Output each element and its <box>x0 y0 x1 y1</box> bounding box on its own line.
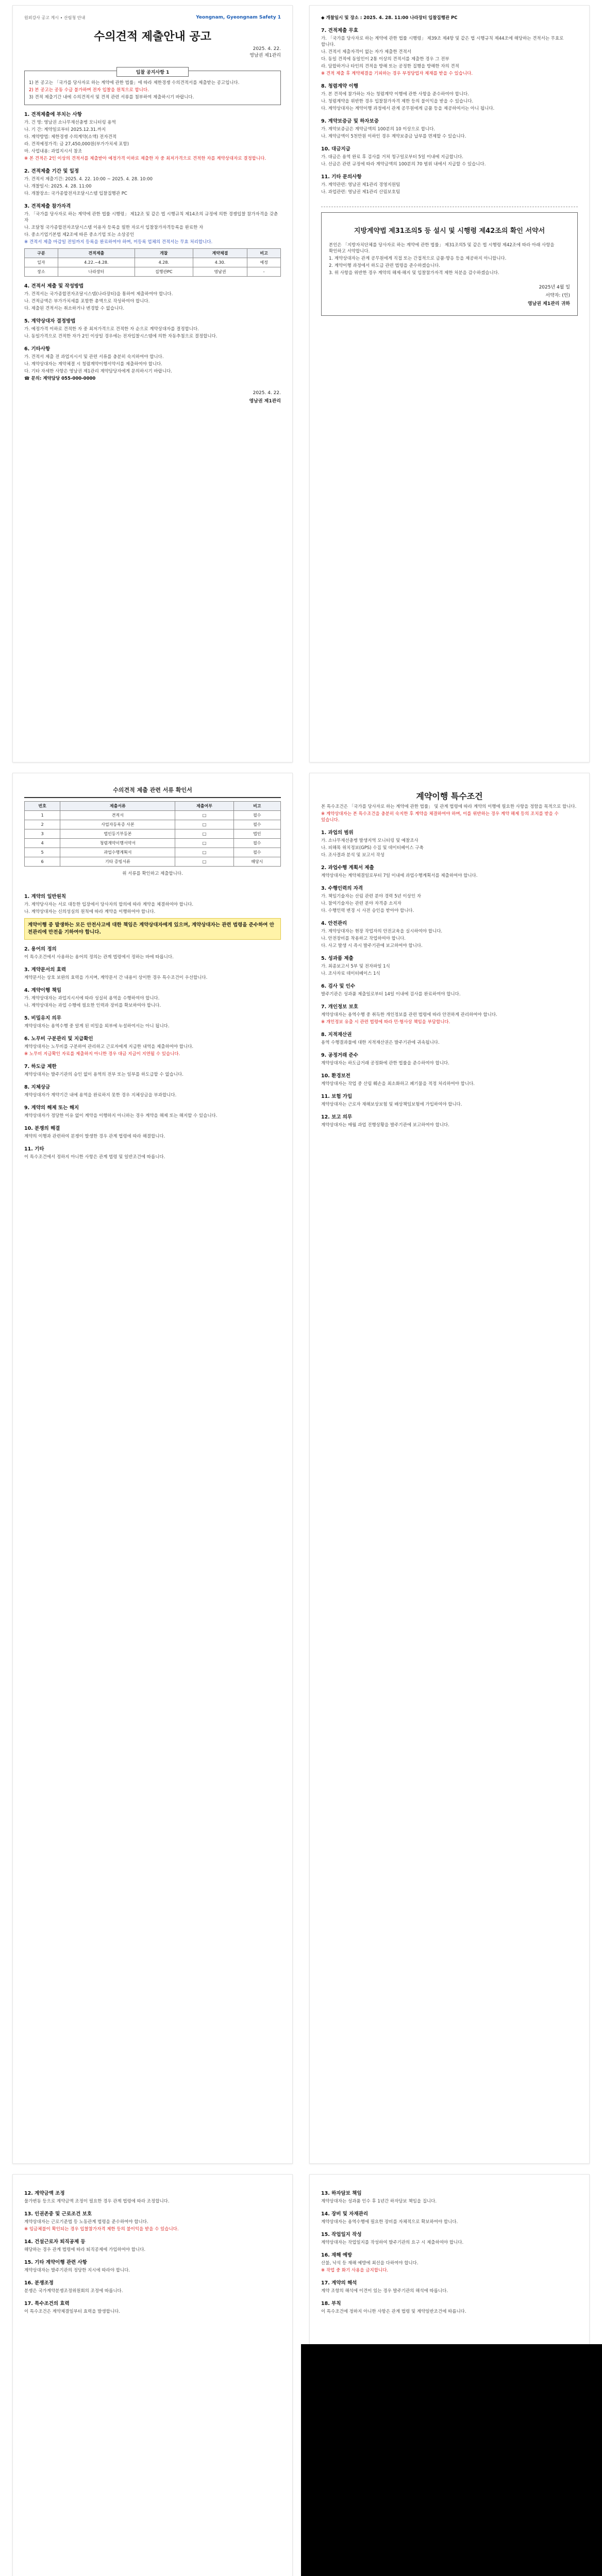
section-line: 나. 계약상대자는 과업 수행에 필요한 인력과 장비를 확보하여야 합니다. <box>24 1003 161 1008</box>
section-heading: 4. 견적서 제출 및 작성방법 <box>24 283 84 289</box>
section-heading: 10. 분쟁의 해결 <box>24 1126 60 1131</box>
section-heading: 2. 과업수행 계획서 제출 <box>321 865 374 871</box>
red-note: ※ 노무비 지급확인 자료를 제출하지 아니한 경우 대금 지급이 지연될 수 있습니다. <box>24 1052 180 1057</box>
section-line: 가. 「국가를 당사자로 하는 계약에 관한 법률 시행령」 제12조 및 같은 법 시행규칙 제14조의 규정에 의한 경쟁입찰 참가자격을 갖춘 자 <box>24 212 278 223</box>
section-line: 가. 견적서 제출기간: 2025. 4. 22. 10:00 ~ 2025. 4. 28. 10:00 <box>24 177 153 182</box>
section-line: 나. 기 간: 계약일로부터 2025.12.31.까지 <box>24 127 106 132</box>
section-heading: 6. 노무비 구분관리 및 지급확인 <box>24 1036 93 1042</box>
section-line: 산불, 낙석 등 재해 예방에 최선을 다하여야 합니다. <box>321 2261 419 2266</box>
checklist-page <box>12 773 293 2164</box>
section-heading: 11. 기타 문의사항 <box>321 174 362 180</box>
intro-line: 본 특수조건은 「국가를 당사자로 하는 계약에 관한 법률」 및 관계 법령에 따라 계약의 이행에 필요한 사항을 정함을 목적으로 합니다. <box>321 804 577 809</box>
section-line: 가. 본 견적에 참가하는 자는 청렴계약 이행에 관한 사항을 준수하여야 합니다. <box>321 92 469 97</box>
table-header: 개찰 <box>135 249 193 258</box>
table-row: 장소 나라장터 집행관PC 영남권 - <box>25 267 281 277</box>
section-line: 나. 견적서 제출자격이 없는 자가 제출한 견적서 <box>321 49 411 55</box>
pledge-signature: 2025년 4월 일 서약자: (인) 영남권 제1관리 귀하 <box>527 285 570 307</box>
section-line: 가. 계약상대자는 현장 작업자의 안전교육을 실시하여야 합니다. <box>321 929 443 934</box>
section-line: 계약상대자는 작업 중 산림 훼손을 최소화하고 폐기물을 적정 처리하여야 합니다. <box>321 1081 475 1087</box>
special-conditions-title: 계약이행 특수조건 <box>416 791 483 801</box>
section-line: 나. 조사자료 데이터베이스 1식 <box>321 971 380 976</box>
box-line: 3) 견적 제출기간 내에 수의견적서 및 견적 관련 서류를 첨부하여 제출하시기 바랍니다. <box>29 95 194 100</box>
red-note: ※ 임금체불이 확인되는 경우 입찰참가자격 제한 등의 불이익을 받을 수 있습니다. <box>24 2227 179 2232</box>
section-line: 계약상대자는 성과품 인수 후 1년간 하자담보 책임을 집니다. <box>321 2199 437 2204</box>
section-line: 라. 담합하거나 타인의 견적을 방해 또는 공정한 집행을 방해한 자의 견적 <box>321 64 459 69</box>
section-line: 라. 견적예정가격: 금 27,450,000원(부가가치세 포함) <box>24 142 129 147</box>
table-row: 5 과업수행계획서 □ 필수 <box>25 848 281 857</box>
section-line: 가. 「국가를 당사자로 하는 계약에 관한 법률 시행령」 제39조 제4항 및 같은 법 시행규칙 제44조에 해당하는 견적서는 무효로 합니다. <box>321 36 564 47</box>
notice-continuation-page <box>309 5 590 762</box>
table-row: 6 기타 증빙서류 □ 해당시 <box>25 857 281 867</box>
section-line: 나. 과업관련: 영남권 제1관리 산림보호팀 <box>321 190 400 195</box>
opening-schedule: ◆ 개찰일시 및 장소 : 2025. 4. 28. 11:00 나라장터 입찰집행관 PC <box>321 15 458 21</box>
header-left: 원외강사 공고 게시 ∙ 산림청 안내 <box>24 15 86 20</box>
section-heading: 7. 개인정보 보호 <box>321 1004 358 1010</box>
section-line: 계약상대자는 매월 과업 진행상황을 발주기관에 보고하여야 합니다. <box>321 1123 449 1128</box>
section-heading: 8. 지체상금 <box>24 1084 51 1090</box>
section-line: 가. 계약상대자는 과업지시서에 따라 성실히 용역을 수행하여야 합니다. <box>24 996 160 1001</box>
section-heading: 5. 성과품 제출 <box>321 956 354 961</box>
section-line: 가. 건 명: 영남권 소나무재선충병 모니터링 용역 <box>24 120 116 125</box>
section-heading: 1. 견적제출에 부치는 사항 <box>24 112 82 117</box>
special-conditions-page <box>309 773 590 2164</box>
table-row: 3 법인등기부등본 □ 법인 <box>25 829 281 839</box>
table-row: 4 청렴계약이행서약서 □ 필수 <box>25 839 281 848</box>
pledge-form <box>321 212 578 316</box>
section-line: 계약상대자는 용역수행에 필요한 장비를 자체적으로 확보하여야 합니다. <box>321 2219 458 2225</box>
section-line: 나. 청렴계약을 위반한 경우 입찰참가자격 제한 등의 불이익을 받을 수 있습니다. <box>321 99 474 104</box>
section-heading: 8. 지적재산권 <box>321 1032 352 1038</box>
section-heading: 5. 비밀유지 의무 <box>24 1015 61 1021</box>
section-line: 계약상대자는 근로자 재해보상보험 및 배상책임보험에 가입하여야 합니다. <box>321 1102 462 1107</box>
section-heading: 10. 환경보전 <box>321 1073 350 1079</box>
section-line: 다. 사고 발생 시 즉시 발주기관에 보고하여야 합니다. <box>321 943 423 948</box>
section-line: 나. 계약상대자는 신의성실의 원칙에 따라 계약을 이행하여야 합니다. <box>24 909 156 914</box>
special-conditions-continued-left <box>12 2174 293 2576</box>
table-header: 비고 <box>247 249 281 258</box>
section-line: 나. 참여기술자는 관련 분야 자격증 소지자 <box>321 901 402 906</box>
section-line: 이 특수조건에서 정하지 아니한 사항은 관계 법령 및 일반조건에 따릅니다. <box>24 1155 165 1160</box>
pledge-line: 3. 위 사항을 위반한 경우 계약의 해제·해지 및 입찰참가자격 제한 처분을 감수하겠습니다. <box>329 270 499 276</box>
section-line: 이 특수조건에 정하지 아니한 사항은 관계 법령 및 계약일반조건에 따릅니다. <box>321 2309 466 2314</box>
section-line: 계약상대자는 계약체결일로부터 7일 이내에 과업수행계획서를 제출하여야 합니다. <box>321 873 478 878</box>
checklist-title: 수의견적 제출 관련 서류 확인서 <box>24 783 281 798</box>
notice-box-title: 입찰 공지사항 1 <box>116 67 189 77</box>
section-heading: 12. 보고 의무 <box>321 1114 353 1120</box>
pledge-form-title: 지방계약법 제31조의5 등 설시 및 시행령 제42조의 확인 서약서 <box>354 227 545 235</box>
section-line: 나. 피해목 위치정보(GPS) 수집 및 데이터베이스 구축 <box>321 845 424 851</box>
section-line: 계약상대자는 노무비를 구분하여 관리하고 근로자에게 지급한 내역을 제출하여야 합니다. <box>24 1044 194 1049</box>
table-header: 구분 <box>25 249 58 258</box>
section-line: 가. 대금은 용역 완료 후 검사를 거쳐 청구일로부터 5일 이내에 지급합니다. <box>321 155 463 160</box>
red-note: ※ 견적 제출 후 계약체결을 기피하는 경우 부정당업자 제재를 받을 수 있습니다. <box>321 71 473 76</box>
section-line: 나. 견적금액은 부가가치세를 포함한 총액으로 작성하여야 합니다. <box>24 299 150 304</box>
section-heading: 15. 작업일지 작성 <box>321 2232 362 2238</box>
section-line: 이 특수조건에서 사용하는 용어의 정의는 관계 법령에서 정하는 바에 따릅니다. <box>24 955 174 960</box>
section-heading: 3. 견적제출 참가자격 <box>24 204 71 209</box>
section-heading: 3. 수행인력의 자격 <box>321 886 363 891</box>
section-line: 나. 선금은 관련 규정에 따라 계약금액의 100분의 70 범위 내에서 지급할 수 있습니다. <box>321 162 486 167</box>
schedule-table <box>24 248 281 277</box>
section-line: 다. 제출된 견적서는 취소하거나 변경할 수 없습니다. <box>24 306 125 311</box>
section-line: 나. 개찰일시: 2025. 4. 28. 11:00 <box>24 184 92 189</box>
section-heading: 14. 건설근로자 퇴직공제 등 <box>24 2239 86 2245</box>
section-line: 가. 최종보고서 5부 및 전자파일 1식 <box>321 964 390 969</box>
box-line: 1) 본 공고는 「국가를 당사자로 하는 계약에 관한 법률」에 따라 제한경쟁 수의견적서를 제출받는 공고입니다. <box>29 80 240 86</box>
section-heading: 13. 하자담보 책임 <box>321 2191 362 2196</box>
red-note: ※ 계약상대자는 본 특수조건을 충분히 숙지한 후 계약을 체결하여야 하며, 이를 위반하는 경우 계약 해제 등의 조치를 받을 수 있습니다. <box>321 811 559 823</box>
section-heading: 13. 인권존중 및 근로조건 보호 <box>24 2211 92 2217</box>
section-line: 계약상대자는 발주기관의 정당한 지시에 따라야 합니다. <box>24 2268 130 2273</box>
section-line: 이 특수조건은 계약체결일부터 효력을 발생합니다. <box>24 2309 120 2314</box>
section-heading: 17. 특수조건의 효력 <box>24 2301 70 2307</box>
empty-canvas-area <box>301 2344 602 2576</box>
section-line: 나. 안전장비를 착용하고 작업하여야 합니다. <box>321 936 406 941</box>
section-heading: 9. 계약의 해제 또는 해지 <box>24 1105 79 1111</box>
section-line: 계약의 이행과 관련하여 분쟁이 발생한 경우 관계 법령에 따라 해결합니다. <box>24 1134 165 1139</box>
org-logo: Yeongnam, Gyeongnam Safety 1 <box>196 15 281 20</box>
box-line: 2) 본 공고는 공동 수급 불가하며 전자 입찰을 원칙으로 합니다. <box>29 88 149 93</box>
section-heading: 17. 계약의 해석 <box>321 2280 357 2286</box>
section-heading: 11. 보험 가입 <box>321 1094 353 1099</box>
section-heading: 18. 부칙 <box>321 2301 341 2307</box>
section-line: 물가변동 등으로 계약금액 조정이 필요한 경우 관계 법령에 따라 조정합니다. <box>24 2199 170 2204</box>
section-line: 해당하는 경우 관계 법령에 따라 퇴직공제에 가입하여야 합니다. <box>24 2247 146 2252</box>
pledge-line: 1. 계약상대자는 관계 공무원에게 직접 또는 간접적으로 금품·향응 등을 제공하지 아니합니다. <box>329 256 507 261</box>
section-line: 나. 동일가격으로 견적한 자가 2인 이상일 경우에는 전자입찰시스템에 의한 자동추첨으로 결정합니다. <box>24 334 218 339</box>
notice-box <box>24 71 281 105</box>
section-heading: 4. 안전관리 <box>321 921 347 926</box>
section-line: 다. 수행인력 변경 시 사전 승인을 받아야 합니다. <box>321 908 414 913</box>
section-line: 가. 계약보증금은 계약금액의 100분의 10 이상으로 합니다. <box>321 127 436 132</box>
section-line: 계약상대자는 용역수행 중 알게 된 비밀을 외부에 누설하여서는 아니 됩니다. <box>24 1024 170 1029</box>
highlighted-note: 계약이행 중 발생하는 모든 안전사고에 대한 책임은 계약상대자에게 있으며, 계약상대자는 관련 법령을 준수하여 안전관리에 만전을 기하여야 합니다. <box>24 918 281 940</box>
notice-page <box>12 5 293 762</box>
section-line: 가. 견적서 제출 전 과업지시서 및 관련 서류를 충분히 숙지하여야 합니다. <box>24 354 164 360</box>
section-line: 계약상대자는 하도급거래 공정화에 관한 법률을 준수하여야 합니다. <box>321 1061 449 1066</box>
section-line: 가. 책임기술자는 산림 관련 분야 경력 5년 이상인 자 <box>321 894 421 899</box>
section-heading: 16. 재해 예방 <box>321 2252 353 2258</box>
section-line: 나. 계약금액이 5천만원 이하인 경우 계약보증금 납부를 면제할 수 있습니다. <box>321 134 466 139</box>
page-header <box>24 15 281 21</box>
section-line: 가. 계약당사자는 서로 대등한 입장에서 당사자의 합의에 따라 계약을 체결하여야 합니다. <box>24 902 194 907</box>
section-line: 가. 계약관련: 영남권 제1관리 경영지원팀 <box>321 182 400 188</box>
section-line: 계약상대자는 근로기준법 등 노동관계 법령을 준수하여야 합니다. <box>24 2219 148 2225</box>
signature-block: 2025. 4. 22. 영남권 제1관리 <box>249 391 281 404</box>
section-heading: 9. 공정거래 준수 <box>321 1053 358 1058</box>
section-heading: 14. 장비 및 자재관리 <box>321 2211 368 2217</box>
notice-title: 수의견적 제출안내 공고 <box>94 30 211 43</box>
section-line: 발주기관은 성과품 제출일로부터 14일 이내에 검사를 완료하여야 합니다. <box>321 992 461 997</box>
section-heading: 16. 분쟁조정 <box>24 2280 54 2286</box>
section-line: 용역 수행결과물에 대한 지적재산권은 발주기관에 귀속됩니다. <box>321 1040 440 1045</box>
notice-date: 2025. 4. 22. 영남권 제1관리 <box>249 46 281 58</box>
section-line: 계약 조항의 해석에 이견이 있는 경우 발주기관의 해석에 따릅니다. <box>321 2289 448 2294</box>
section-line: 계약상대자는 작업일지를 작성하여 발주기관의 요구 시 제출하여야 합니다. <box>321 2240 464 2245</box>
section-line: 다. 계약방법: 제한경쟁 수의계약(소액) 전자견적 <box>24 134 117 140</box>
section-heading: 6. 검사 및 인수 <box>321 984 356 989</box>
section-heading: 2. 용어의 정의 <box>24 946 57 952</box>
red-note: ※ 본 견적은 2인 이상의 견적서를 제출받아 예정가격 이하로 제출한 자 중 최저가격으로 견적한 자를 계약상대자로 결정합니다. <box>24 156 266 161</box>
section-line: 다. 계약상대자는 계약이행 과정에서 관계 공무원에게 금품 등을 제공하여서는 아니 됩니다. <box>321 106 495 111</box>
table-row: 1 견적서 □ 필수 <box>25 811 281 820</box>
section-heading: 1. 계약의 일반원칙 <box>24 894 66 900</box>
section-line: 계약상대자는 용역수행 중 취득한 개인정보를 관련 법령에 따라 안전하게 관리하여야 합니다. <box>321 1012 497 1018</box>
table-row: 일자 4.22.~4.28. 4.28. 4.30. 예정 <box>25 258 281 267</box>
section-line: 계약상대자가 계약기간 내에 용역을 완료하지 못한 경우 지체상금을 부과합니다. <box>24 1093 177 1098</box>
contact-line: ☎ 문의: 계약담당 055-000-0000 <box>24 376 96 381</box>
pledge-line: 2. 계약이행 과정에서 하도급 관련 법령을 준수하겠습니다. <box>329 263 440 268</box>
section-heading: 5. 계약상대자 결정방법 <box>24 318 76 324</box>
section-line: 가. 예정가격 이하로 견적한 자 중 최저가격으로 견적한 자 순으로 계약상대자를 결정합니다. <box>24 327 199 332</box>
section-line: 다. 중소기업기본법 제2조에 따른 중소기업 또는 소상공인 <box>24 232 135 238</box>
pledge-line: 본인은 「지방자치단체를 당사자로 하는 계약에 관한 법률」 제31조의5 및 같은 법 시행령 제42조에 따라 아래 사항을 확인하고 서약합니다. <box>329 243 555 254</box>
section-heading: 4. 계약이행 책임 <box>24 988 61 993</box>
red-note: ※ 개인정보 유출 시 관련 법령에 따라 민·형사상 책임을 부담합니다. <box>321 1020 450 1025</box>
section-heading: 15. 기타 계약이행 관련 사항 <box>24 2260 87 2265</box>
red-note: ※ 작업 중 화기 사용을 금지합니다. <box>321 2268 389 2273</box>
table-header: 견적제출 <box>58 249 135 258</box>
section-line: 가. 견적서는 국가종합전자조달시스템(나라장터)을 통하여 제출하여야 합니다. <box>24 292 173 297</box>
blue-note: ※ 견적서 제출 마감일 전일까지 등록을 완료하여야 하며, 미등록 업체의 견적서는 무효 처리합니다. <box>24 240 213 245</box>
section-line: 다. 기타 자세한 사항은 영남권 제1관리 계약담당자에게 문의하시기 바랍니다. <box>24 369 172 374</box>
section-heading: 10. 대금지급 <box>321 146 350 152</box>
section-line: 계약문서는 상호 보완의 효력을 가지며, 계약문서 간 내용이 상이한 경우 특수조건이 우선합니다. <box>24 975 208 980</box>
section-line: 계약상대자는 발주기관의 승인 없이 용역의 전부 또는 일부를 하도급할 수 없습니다. <box>24 1072 183 1077</box>
section-heading: 7. 견적제출 무효 <box>321 28 358 33</box>
section-line: 계약상대자가 정당한 이유 없이 계약을 이행하지 아니하는 경우 계약을 해제 또는 해지할 수 있습니다. <box>24 1113 218 1118</box>
table-row: 2 사업자등록증 사본 □ 필수 <box>25 820 281 829</box>
section-heading: 11. 기타 <box>24 1146 44 1152</box>
section-heading: 8. 청렴계약 이행 <box>321 83 358 89</box>
section-heading: 12. 계약금액 조정 <box>24 2191 65 2196</box>
section-line: 다. 동일 견적에 동일인이 2통 이상의 견적서를 제출한 경우 그 전부 <box>321 57 449 62</box>
checklist-table: 번호 제출서류 제출여부 비고 1 견적서 □ 필수 2 사업자등록증 사본 □ 필수 3 법인등기부등본 □ 법인 4 청렴계약이행서약서 □ 필수 5 과업수행계획서 □ 필수 6 기타 증빙서류 □ 해당시 <box>24 801 281 867</box>
table-header: 계약체결 <box>193 249 247 258</box>
section-heading: 6. 기타사항 <box>24 346 51 352</box>
section-heading: 1. 과업의 범위 <box>321 830 354 836</box>
section-heading: 9. 계약보증금 및 하자보증 <box>321 118 379 124</box>
section-heading: 7. 하도급 제한 <box>24 1064 57 1070</box>
section-line: 가. 소나무재선충병 발생지역 모니터링 및 예찰조사 <box>321 838 419 843</box>
checklist-note: 위 서류를 확인하고 제출합니다. <box>122 871 183 876</box>
section-line: 다. 조사결과 분석 및 보고서 작성 <box>321 853 384 858</box>
section-line: 분쟁은 국가계약분쟁조정위원회의 조정에 따릅니다. <box>24 2289 123 2294</box>
section-heading: 3. 계약문서의 효력 <box>24 967 66 973</box>
section-line: 나. 조달청 국가종합전자조달시스템 이용자 등록을 필한 자로서 입찰참가자격등록을 완료한 자 <box>24 225 204 230</box>
section-heading: 2. 견적제출 기간 및 일정 <box>24 168 79 174</box>
section-line: 나. 계약상대자는 계약체결 시 청렴계약이행서약서를 제출하여야 합니다. <box>24 362 162 367</box>
section-line: 다. 개찰장소: 국가종합전자조달시스템 입찰집행관 PC <box>24 191 127 196</box>
section-line: 마. 사업내용: 과업지시서 참조 <box>24 149 82 154</box>
